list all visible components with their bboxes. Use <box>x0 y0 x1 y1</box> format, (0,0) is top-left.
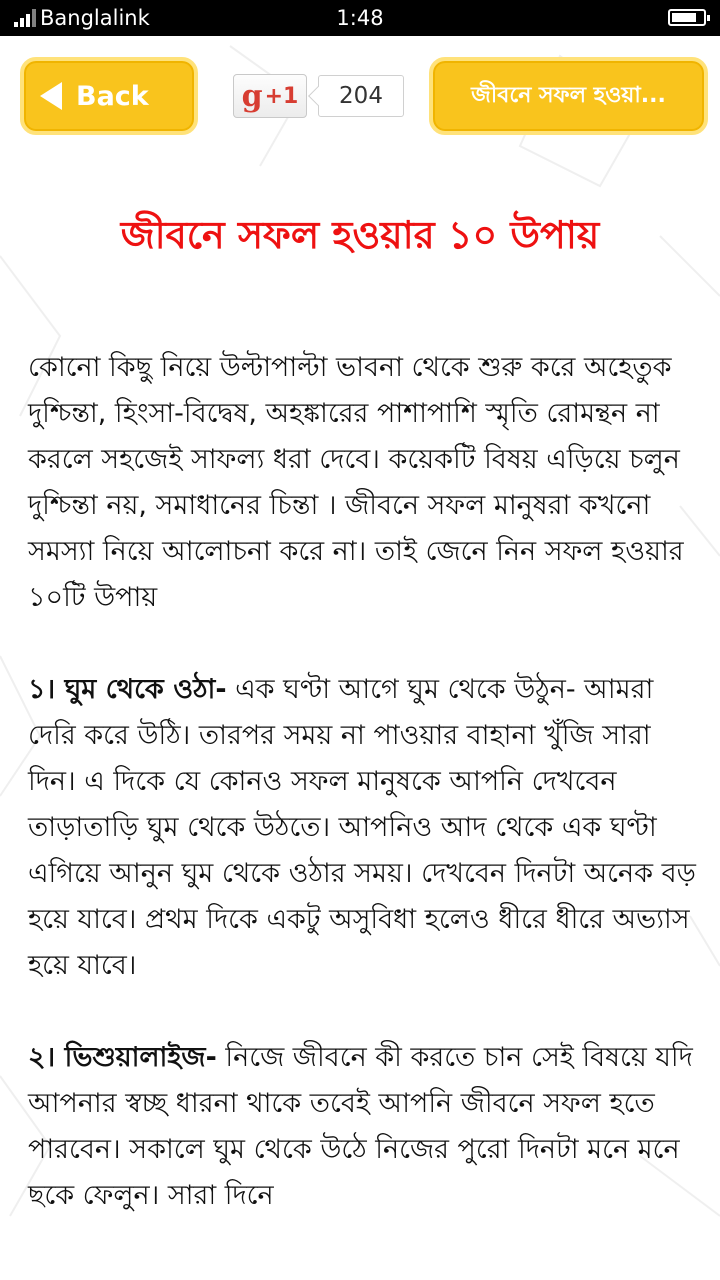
intro-paragraph: কোনো কিছু নিয়ে উল্টাপাল্টা ভাবনা থেকে শুরু করে অহেতুক দুশ্চিন্তা, হিংসা-বিদ্বেষ, অহঙ্কারের পাশাপাশি স্মৃতি রোমন্থন না করলে সহজেই সাফল্য ধরা দেবে। কয়েকটি বিষয় এড়িয়ে চলুন দুশ্চিন্তা নয়, সমাধানের চিন্তা । জীবনে সফল মানুষরা কখনো সমস্যা নিয়ে আলোচনা করে না। তাই জেনে নিন সফল হওয়ার ১০টি উপায় <box>28 352 684 613</box>
status-time: 1:48 <box>336 6 384 30</box>
plus-one-label: +1 <box>264 83 299 109</box>
section-body: নিজে জীবনে কী করতে চান সেই বিষয়ে যদি আপনার স্বচ্ছ ধারনা থাকে তবেই আপনি জীবনে সফল হতে পারবেন। সকালে ঘুম থেকে উঠে নিজের পুরো দিনটা মনে মনে ছকে ফেলুন। সারা দিনে <box>28 1042 693 1211</box>
back-button[interactable] <box>20 57 198 135</box>
status-bar <box>0 0 720 36</box>
back-arrow-icon <box>40 82 62 110</box>
carrier-name: Banglalink <box>40 6 150 30</box>
article-title-button[interactable]: জীবনে সফল হওয়া... <box>429 57 708 135</box>
section-body: এক ঘণ্টা আগে ঘুম থেকে উঠুন- আমরা দেরি করে উঠি। তারপর সময় না পাওয়ার বাহানা খুঁজি সারা দিন। এ দিকে যে কোনও সফল মানুষকে আপনি দেখবেন তাড়াতাড়ি ঘুম থেকে উঠতে। আপনিও আদ থেকে এক ঘণ্টা এগিয়ে আনুন ঘুম থেকে ওঠার সময়। দেখবেন দিনটা অনেক বড় হয়ে যাবে। প্রথম দিকে একটু অসুবিধা হলেও ধীরে ধীরে অভ্যাস হয়ে যাবে। <box>28 674 696 981</box>
battery-icon <box>668 9 706 26</box>
google-plus-one-button[interactable] <box>233 74 307 118</box>
section-paragraph <box>28 667 696 989</box>
plus-one-count: 204 <box>318 75 404 117</box>
google-plus-icon: g <box>241 78 263 114</box>
section-heading: ১। ঘুম থেকে ওঠা- <box>28 674 227 705</box>
page-title: জীবনে সফল হওয়ার ১০ উপায় <box>120 213 600 257</box>
back-button-label: Back <box>76 80 149 112</box>
section-heading: ২। ভিশুয়ালাইজ- <box>28 1042 217 1073</box>
article-content <box>28 345 696 1265</box>
section-paragraph <box>28 1035 696 1219</box>
